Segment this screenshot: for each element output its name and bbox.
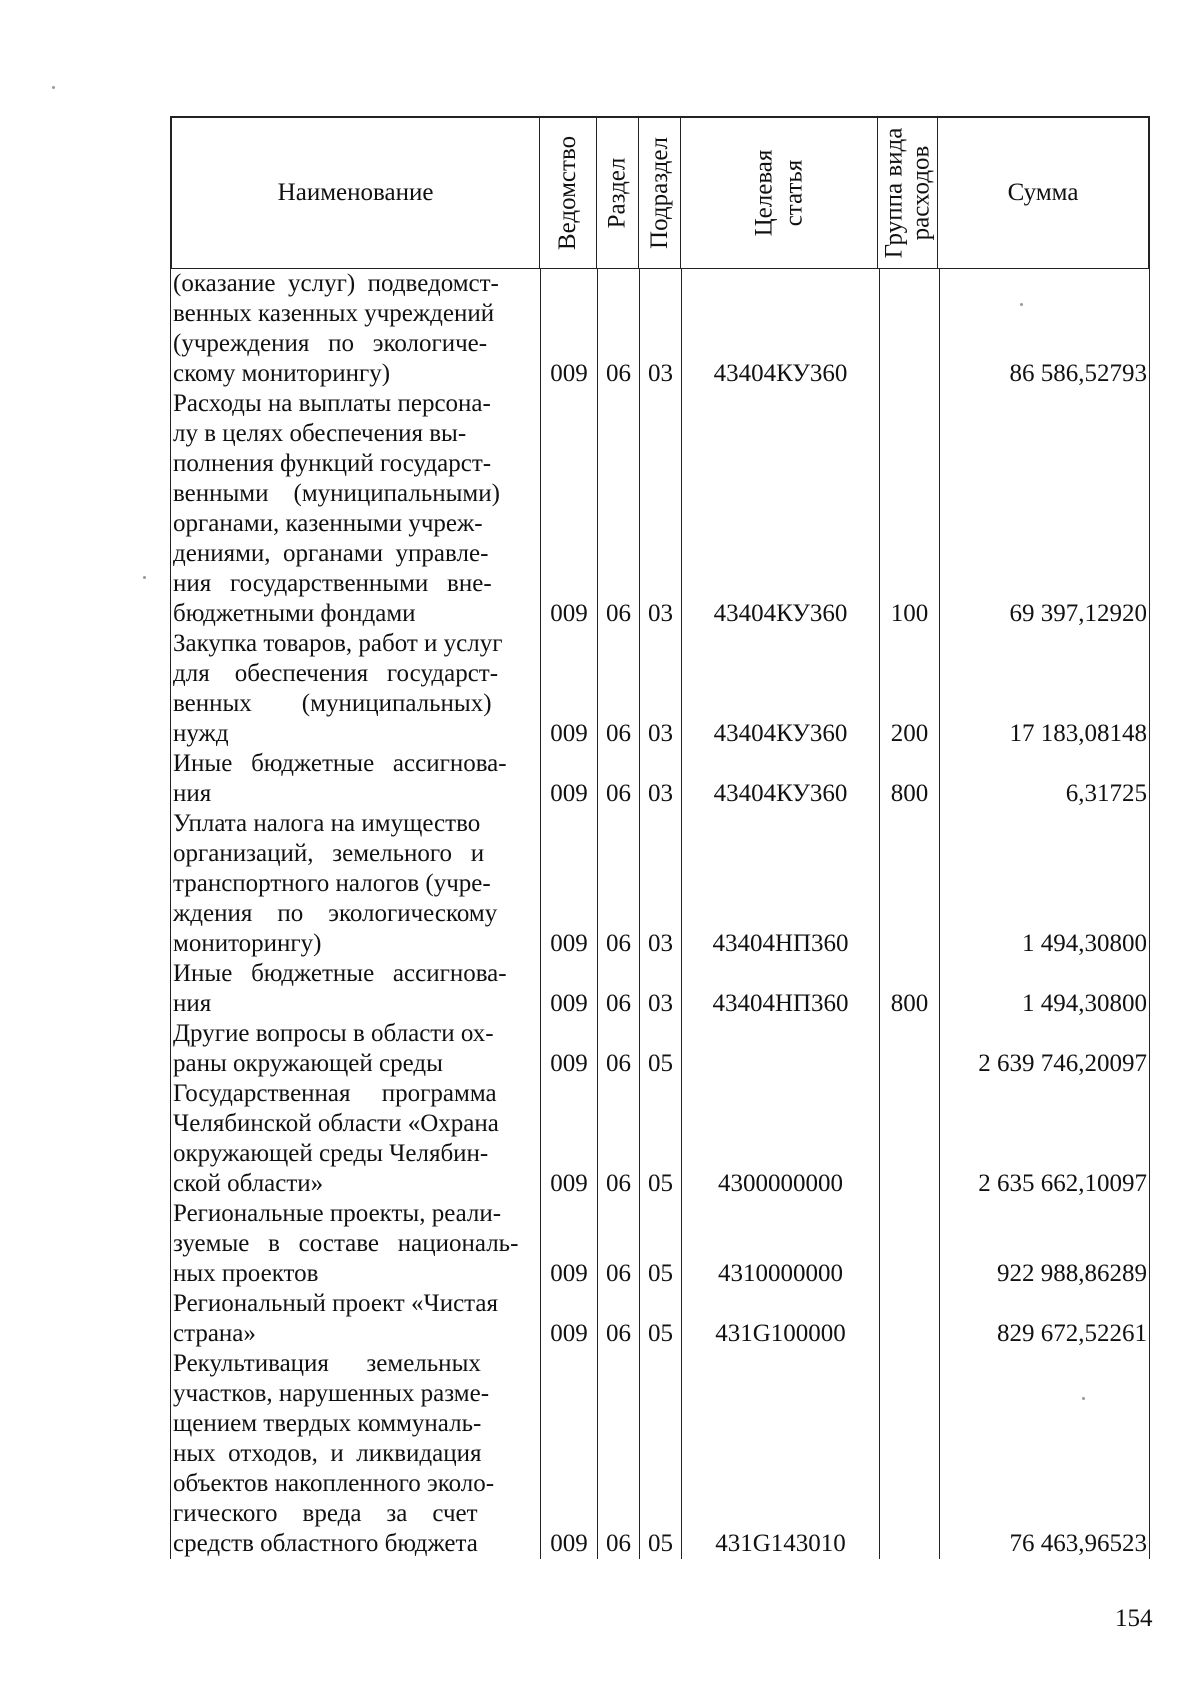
cell-podrazdel: 03 xyxy=(639,269,681,389)
cell-podrazdel: 03 xyxy=(639,629,681,749)
cell-podrazdel: 03 xyxy=(639,959,681,1019)
cell-celevaya-statya: 431G143010 xyxy=(681,1349,879,1559)
cell-summa: 69 397,12920 xyxy=(939,389,1150,629)
cell-podrazdel: 05 xyxy=(639,1199,681,1289)
table-row xyxy=(170,959,1150,1019)
cell-summa: 922 988,86289 xyxy=(939,1199,1150,1289)
cell-gruppa xyxy=(879,1289,939,1349)
cell-gruppa: 100 xyxy=(879,389,939,629)
cell-razdel: 06 xyxy=(597,1079,639,1199)
cell-gruppa: 800 xyxy=(879,749,939,809)
cell-gruppa xyxy=(879,1349,939,1559)
page-number: 154 xyxy=(1115,1605,1153,1632)
cell-celevaya-statya: 43404КУ360 xyxy=(681,629,879,749)
cell-summa: 829 672,52261 xyxy=(939,1289,1150,1349)
cell-summa: 17 183,08148 xyxy=(939,629,1150,749)
cell-name: Уплата налога на имущество организаций, земельного и транспортного налогов (учре- ждения по экологическому мониторингу) xyxy=(170,809,540,959)
cell-name: Другие вопросы в области ох- раны окружающей среды xyxy=(170,1019,540,1079)
cell-vedomstvo: 009 xyxy=(540,389,597,629)
cell-gruppa xyxy=(879,1019,939,1079)
cell-gruppa xyxy=(879,1199,939,1289)
header-celevaya-statya: Целевая статья xyxy=(681,118,878,268)
scan-speck xyxy=(1082,1397,1085,1400)
table-row xyxy=(170,809,1150,959)
cell-gruppa: 200 xyxy=(879,629,939,749)
table-row xyxy=(170,1349,1150,1559)
cell-razdel: 06 xyxy=(597,1289,639,1349)
cell-summa: 6,31725 xyxy=(939,749,1150,809)
header-vedomstvo: Ведомство xyxy=(540,118,597,268)
cell-name: Государственная программа Челябинской области «Охрана окружающей среды Челябин- ской области» xyxy=(170,1079,540,1199)
cell-celevaya-statya: 43404КУ360 xyxy=(681,389,879,629)
cell-name: Иные бюджетные ассигнова- ния xyxy=(170,959,540,1019)
table-header xyxy=(170,116,1150,269)
cell-name: Региональные проекты, реали- зуемые в составе националь- ных проектов xyxy=(170,1199,540,1289)
cell-podrazdel: 05 xyxy=(639,1079,681,1199)
scan-speck xyxy=(52,86,55,89)
cell-vedomstvo: 009 xyxy=(540,749,597,809)
header-gruppa-vida-rashodov: Группа вида расходов xyxy=(878,118,938,268)
cell-celevaya-statya: 4300000000 xyxy=(681,1079,879,1199)
header-summa: Сумма xyxy=(1007,179,1079,206)
table-row xyxy=(170,1199,1150,1289)
table-row xyxy=(170,1289,1150,1349)
cell-name: Закупка товаров, работ и услуг для обеспечения государст- венных (муниципальных) нужд xyxy=(170,629,540,749)
table-row xyxy=(170,629,1150,749)
cell-razdel: 06 xyxy=(597,269,639,389)
cell-gruppa xyxy=(879,809,939,959)
cell-podrazdel: 05 xyxy=(639,1289,681,1349)
cell-razdel: 06 xyxy=(597,1349,639,1559)
cell-razdel: 06 xyxy=(597,959,639,1019)
cell-name: Расходы на выплаты персона- лу в целях обеспечения вы- полнения функций государст- венными (муниципальными) органами, казенными учреж- дениями, органами управле- ния государственными вне- бюджетными фондами xyxy=(170,389,540,629)
cell-celevaya-statya: 431G100000 xyxy=(681,1289,879,1349)
header-name: Наименование xyxy=(172,118,540,268)
cell-vedomstvo: 009 xyxy=(540,1079,597,1199)
cell-summa: 1 494,30800 xyxy=(939,809,1150,959)
scan-speck xyxy=(1020,303,1023,306)
cell-celevaya-statya xyxy=(681,1019,879,1079)
table-row xyxy=(170,269,1150,389)
cell-celevaya-statya: 43404НП360 xyxy=(681,959,879,1019)
cell-summa: 2 635 662,10097 xyxy=(939,1079,1150,1199)
cell-vedomstvo: 009 xyxy=(540,1349,597,1559)
cell-vedomstvo: 009 xyxy=(540,809,597,959)
budget-table xyxy=(170,116,1150,1559)
cell-name: Рекультивация земельных участков, нарушенных разме- щением твердых коммуналь- ных отходов, и ликвидация объектов накопленного эколо- гического вреда за счет средств областного бюджета xyxy=(170,1349,540,1559)
cell-podrazdel: 03 xyxy=(639,389,681,629)
cell-summa: 2 639 746,20097 xyxy=(939,1019,1150,1079)
cell-podrazdel: 03 xyxy=(639,749,681,809)
cell-name: Региональный проект «Чистая страна» xyxy=(170,1289,540,1349)
cell-podrazdel: 03 xyxy=(639,809,681,959)
cell-summa: 76 463,96523 xyxy=(939,1349,1150,1559)
cell-razdel: 06 xyxy=(597,1199,639,1289)
cell-name: (оказание услуг) подведомст- венных казенных учреждений (учреждения по экологиче- скому мониторингу) xyxy=(170,269,540,389)
cell-celevaya-statya: 43404НП360 xyxy=(681,809,879,959)
cell-celevaya-statya: 4310000000 xyxy=(681,1199,879,1289)
scan-speck xyxy=(143,576,146,579)
table-row xyxy=(170,749,1150,809)
cell-summa: 86 586,52793 xyxy=(939,269,1150,389)
cell-razdel: 06 xyxy=(597,749,639,809)
cell-celevaya-statya: 43404КУ360 xyxy=(681,749,879,809)
cell-gruppa xyxy=(879,269,939,389)
cell-podrazdel: 05 xyxy=(639,1019,681,1079)
cell-gruppa: 800 xyxy=(879,959,939,1019)
cell-name: Иные бюджетные ассигнова- ния xyxy=(170,749,540,809)
cell-celevaya-statya: 43404КУ360 xyxy=(681,269,879,389)
table-row xyxy=(170,1019,1150,1079)
cell-gruppa xyxy=(879,1079,939,1199)
cell-vedomstvo: 009 xyxy=(540,629,597,749)
table-row xyxy=(170,1079,1150,1199)
cell-vedomstvo: 009 xyxy=(540,1199,597,1289)
cell-razdel: 06 xyxy=(597,809,639,959)
header-podrazdel: Подраздел xyxy=(639,118,681,268)
table-body xyxy=(170,269,1150,1559)
cell-vedomstvo: 009 xyxy=(540,959,597,1019)
cell-vedomstvo: 009 xyxy=(540,269,597,389)
table-row xyxy=(170,389,1150,629)
cell-vedomstvo: 009 xyxy=(540,1019,597,1079)
cell-razdel: 06 xyxy=(597,1019,639,1079)
cell-podrazdel: 05 xyxy=(639,1349,681,1559)
cell-razdel: 06 xyxy=(597,629,639,749)
cell-summa: 1 494,30800 xyxy=(939,959,1150,1019)
cell-razdel: 06 xyxy=(597,389,639,629)
header-razdel: Раздел xyxy=(597,118,639,268)
cell-vedomstvo: 009 xyxy=(540,1289,597,1349)
